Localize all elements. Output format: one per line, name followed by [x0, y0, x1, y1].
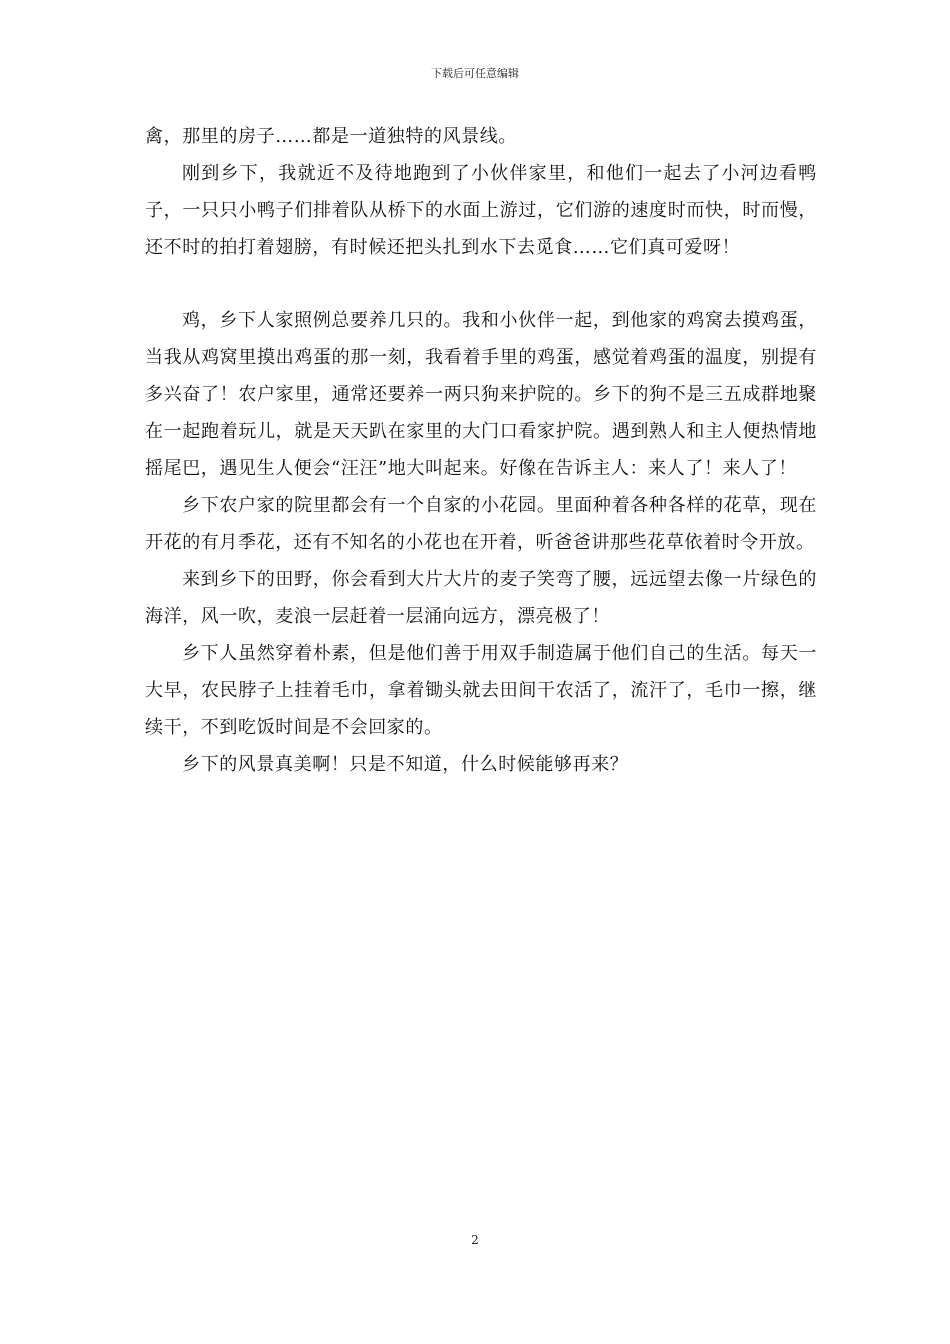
document-body [145, 118, 817, 783]
page-header-note: 下载后可任意编辑 [431, 67, 519, 80]
paragraph-farmers: 乡下人虽然穿着朴素，但是他们善于用双手制造属于他们自己的生活。每天一大早，农民脖子上挂着毛巾，拿着锄头就去田间干农活了，流汗了，毛巾一擦，继续干，不到吃饭时间是不会回家的。 [145, 643, 817, 738]
paragraph-garden: 乡下农户家的院里都会有一个自家的小花园。里面种着各种各样的花草，现在开花的有月季花，还有不知名的小花也在开着，听爸爸讲那些花草依着时令开放。 [145, 495, 817, 553]
page-number: 2 [471, 1233, 479, 1247]
paragraph-chickens-dogs: 鸡，乡下人家照例总要养几只的。我和小伙伴一起，到他家的鸡窝去摸鸡蛋，当我从鸡窝里摸出鸡蛋的那一刻，我看着手里的鸡蛋，感觉着鸡蛋的温度，别提有多兴奋了！农户家里，通常还要养一两只狗来护院的。乡下的狗不是三五成群地聚在一起跑着玩儿，就是天天趴在家里的大门口看家护院。遇到熟人和主人便热情地摇尾巴，遇见生人便会“汪汪”地大叫起来。好像在告诉主人：来人了！来人了！ [145, 310, 817, 479]
paragraph-continuation: 禽，那里的房子……都是一道独特的风景线。 [145, 126, 517, 147]
paragraph-spacer [145, 266, 817, 302]
paragraph-fields: 来到乡下的田野，你会看到大片大片的麦子笑弯了腰，远远望去像一片绿色的海洋，风一吹，麦浪一层赶着一层涌向远方，漂亮极了！ [145, 569, 817, 627]
paragraph-closing: 乡下的风景真美啊！只是不知道，什么时候能够再来？ [182, 754, 629, 775]
paragraph-ducks: 刚到乡下，我就近不及待地跑到了小伙伴家里，和他们一起去了小河边看鸭子，一只只小鸭子们排着队从桥下的水面上游过，它们游的速度时而快，时而慢，还不时的拍打着翅膀，有时候还把头扎到水下去觅食……它们真可爱呀！ [145, 163, 817, 258]
